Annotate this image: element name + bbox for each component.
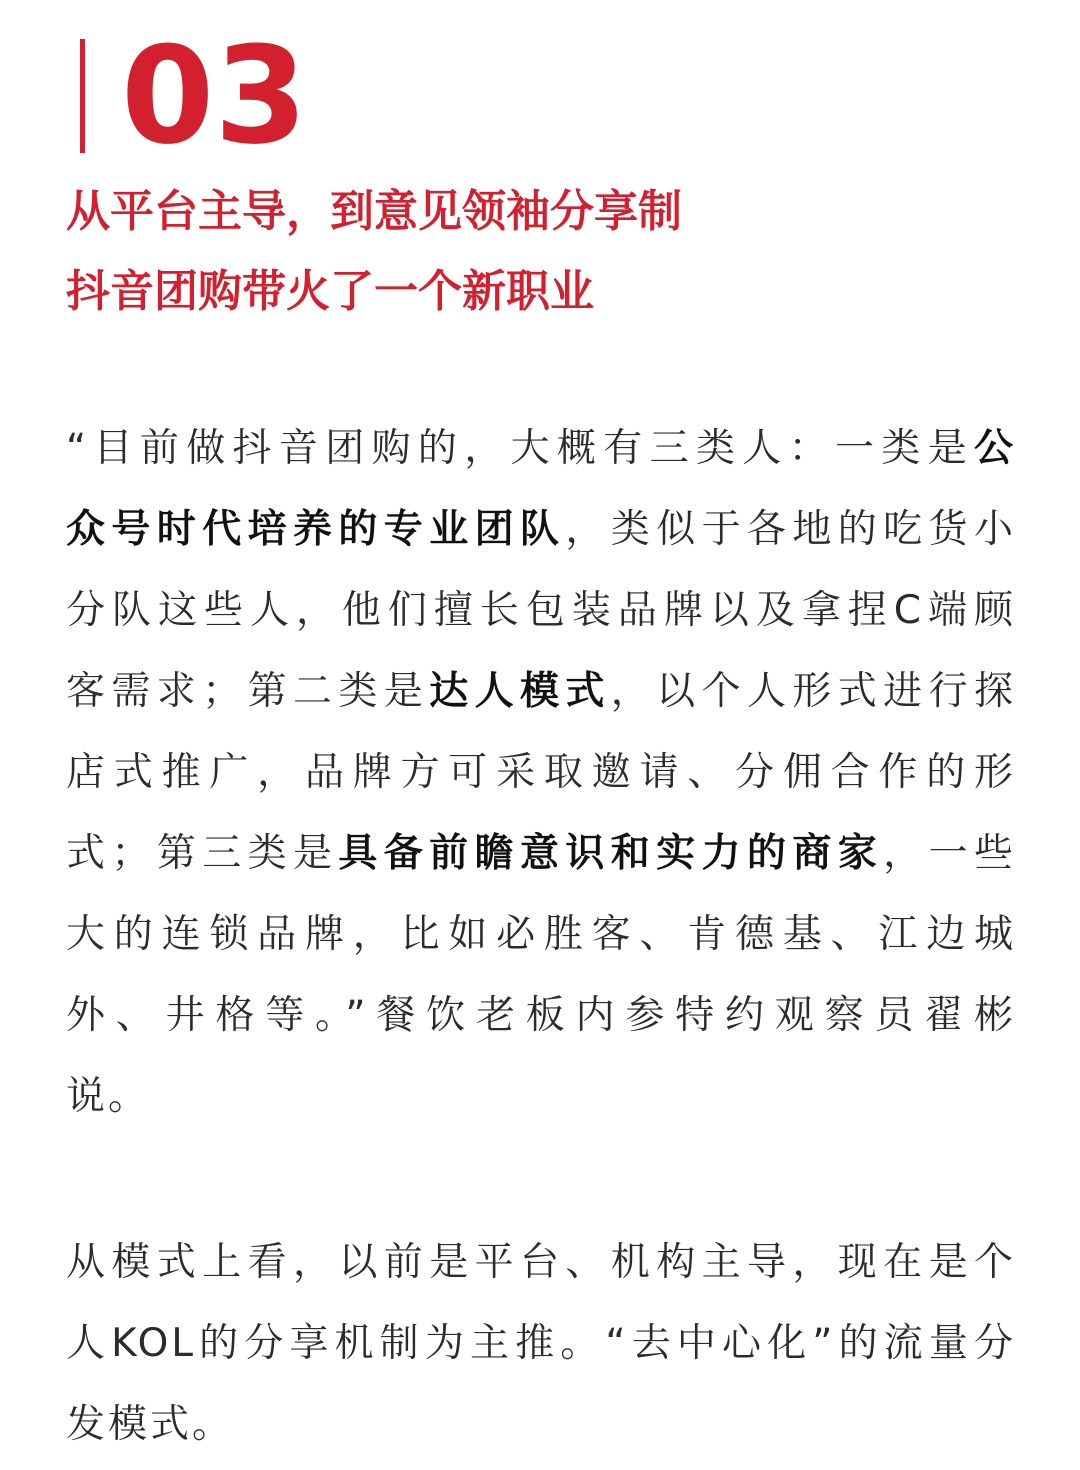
text-run: “目前做抖音团购的，大概有三类人：一类是 [66, 426, 974, 471]
headline-line-2: 抖音团购带火了一个新职业 [66, 266, 594, 317]
section-headline [66, 172, 1026, 332]
paragraph-line: 人KOL的分享机制为主推。“去中心化”的流量分 [66, 1321, 1016, 1366]
paragraph-line: 店式推广，品牌方可采取邀请、分佣合作的形 [66, 750, 1016, 795]
bold-text: 具备前瞻意识和实力的商家 [338, 831, 884, 876]
paragraph-line [66, 408, 1016, 489]
section-header [80, 18, 308, 174]
text-run: ，以个人形式进行探 [610, 669, 1016, 714]
paragraph-line [66, 651, 1016, 732]
bold-text: 达人模式 [429, 669, 611, 714]
text-run: ，类似于各地的吃货小 [565, 507, 1016, 552]
headline-line-1: 从平台主导，到意见领袖分享制 [66, 186, 682, 237]
text-run: 客需求；第二类是 [66, 669, 430, 714]
section-number: 03 [121, 18, 308, 174]
paragraph-line: 从模式上看，以前是平台、机构主导，现在是个 [66, 1240, 1016, 1285]
section-divider-bar [80, 39, 85, 153]
bold-text: 众号时代培养的专业团队 [66, 507, 566, 552]
text-run: 式；第三类是 [66, 831, 339, 876]
paragraph-line [66, 489, 1016, 570]
paragraph-line: 大的连锁品牌，比如必胜客、肯德基、江边城 [66, 912, 1016, 957]
paragraph-line: 分队这些人，他们擅长包装品牌以及拿捏C端顾 [66, 588, 1016, 633]
paragraph-line: 发模式。 [66, 1402, 235, 1447]
paragraph-line [66, 813, 1016, 894]
body-paragraph-2 [66, 1222, 1016, 1465]
body-paragraph-1 [66, 408, 1016, 1137]
paragraph-line: 外、井格等。”餐饮老板内参特约观察员翟彬 [66, 993, 1016, 1038]
paragraph-line: 说。 [66, 1074, 151, 1119]
text-run: ，一些 [883, 831, 1016, 876]
bold-text: 公 [973, 426, 1016, 471]
